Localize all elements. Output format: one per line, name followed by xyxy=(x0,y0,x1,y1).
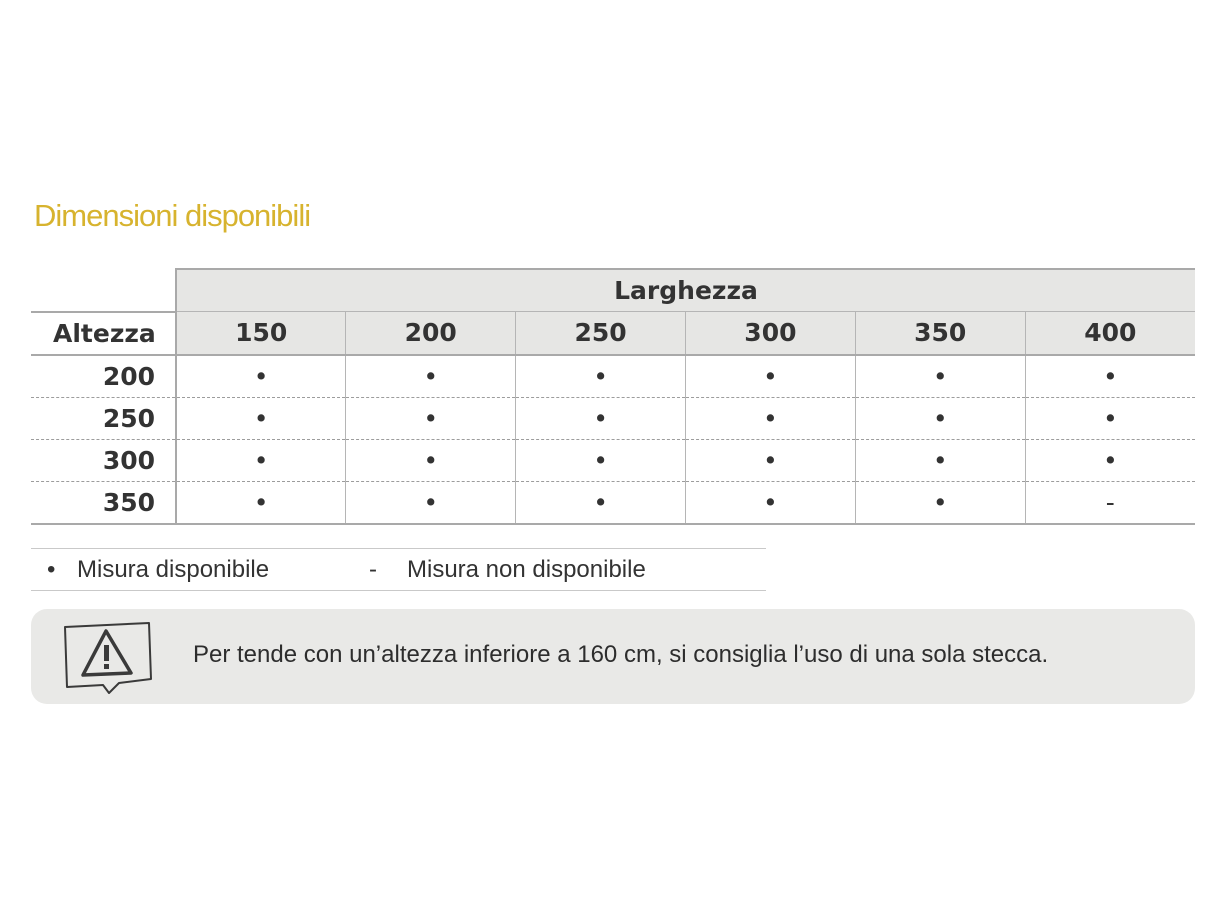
availability-cell: • xyxy=(685,439,855,481)
table-row xyxy=(31,355,1195,398)
warning-icon xyxy=(61,621,155,699)
availability-cell: • xyxy=(176,439,346,481)
availability-cell: • xyxy=(1025,439,1195,481)
legend-unavailable-label: Misura non disponibile xyxy=(407,556,646,583)
availability-cell: • xyxy=(516,439,686,481)
sizes-table xyxy=(31,268,1195,525)
height-column-header: Altezza xyxy=(31,312,176,355)
table-group-header-row xyxy=(31,269,1195,312)
width-header-150: 150 xyxy=(176,312,346,355)
width-header-200: 200 xyxy=(346,312,516,355)
height-label: 350 xyxy=(31,481,176,524)
availability-cell: • xyxy=(685,355,855,398)
availability-cell: • xyxy=(685,397,855,439)
availability-cell: • xyxy=(855,481,1025,524)
availability-cell: • xyxy=(855,397,1025,439)
info-note xyxy=(31,609,1195,704)
width-header-350: 350 xyxy=(855,312,1025,355)
availability-cell: • xyxy=(855,355,1025,398)
table-corner xyxy=(31,269,176,312)
height-label: 300 xyxy=(31,439,176,481)
availability-cell: • xyxy=(176,481,346,524)
height-label: 200 xyxy=(31,355,176,398)
width-header-250: 250 xyxy=(516,312,686,355)
table-row xyxy=(31,439,1195,481)
availability-cell: • xyxy=(516,481,686,524)
legend-available-label: Misura disponibile xyxy=(77,556,270,583)
legend-available-symbol: • xyxy=(47,556,56,583)
width-header-300: 300 xyxy=(685,312,855,355)
legend-unavailable-symbol: - xyxy=(369,556,377,583)
table-header-row xyxy=(31,312,1195,355)
table-row xyxy=(31,481,1195,524)
table-row xyxy=(31,397,1195,439)
availability-cell: - xyxy=(1025,481,1195,524)
availability-cell: • xyxy=(346,439,516,481)
availability-cell: • xyxy=(346,397,516,439)
note-text: Per tende con un’altezza inferiore a 160 cm, si consiglia l’uso di una sola stecca. xyxy=(193,641,1049,668)
width-group-header: Larghezza xyxy=(176,269,1195,312)
page-title: Dimensioni disponibili xyxy=(34,198,311,233)
legend xyxy=(31,548,766,591)
availability-cell: • xyxy=(685,481,855,524)
availability-cell: • xyxy=(1025,355,1195,398)
availability-cell: • xyxy=(516,397,686,439)
availability-cell: • xyxy=(346,355,516,398)
height-label: 250 xyxy=(31,397,176,439)
availability-cell: • xyxy=(346,481,516,524)
availability-cell: • xyxy=(176,355,346,398)
availability-cell: • xyxy=(516,355,686,398)
width-header-400: 400 xyxy=(1025,312,1195,355)
availability-cell: • xyxy=(855,439,1025,481)
availability-cell: • xyxy=(1025,397,1195,439)
availability-cell: • xyxy=(176,397,346,439)
